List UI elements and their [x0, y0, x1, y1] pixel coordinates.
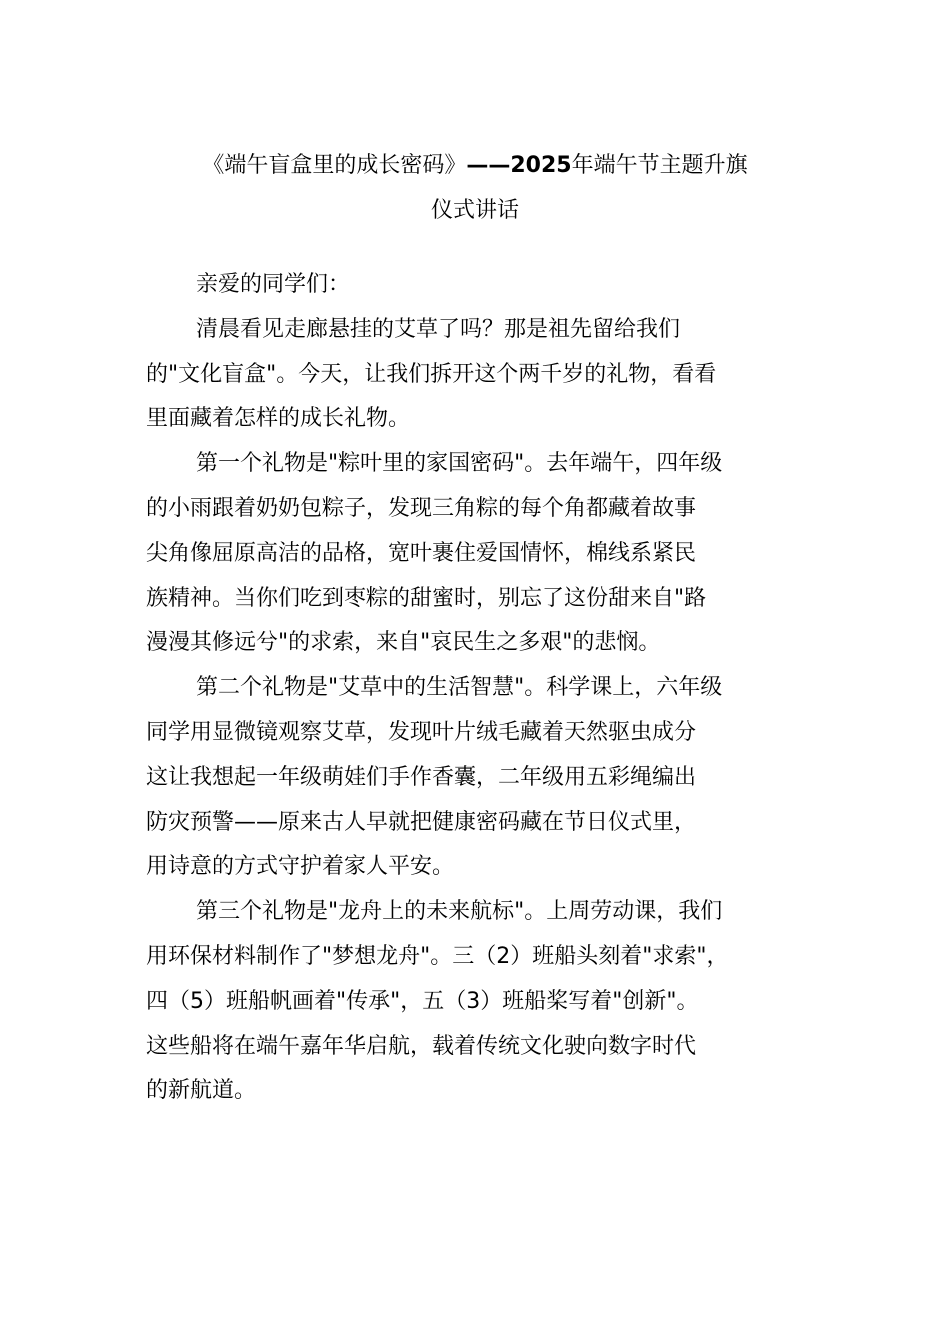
paragraph-1-line-1: 清晨看见走廊悬挂的艾草了吗？那是祖先留给我们: [196, 316, 681, 342]
paragraph-1-line-3: 里面藏着怎样的成长礼物。: [146, 406, 411, 432]
paragraph-3-line-4: 防灾预警——原来古人早就把健康密码藏在节日仪式里，: [146, 809, 697, 835]
paragraph-1-line-2: 的"文化盲盒"。今天，让我们拆开这个两千岁的礼物，看看: [146, 361, 717, 387]
paragraph-2-line-3: 尖角像屈原高洁的品格，宽叶裹住爱国情怀，棉线系紧民: [146, 540, 697, 566]
paragraph-3-line-1: 第二个礼物是"艾草中的生活智慧"。科学课上，六年级: [196, 675, 723, 701]
paragraph-4-line-4: 这些船将在端午嘉年华启航，载着传统文化驶向数字时代: [146, 1033, 697, 1059]
paragraph-4-line-5: 的新航道。: [146, 1078, 257, 1104]
paragraph-3-line-3: 这让我想起一年级萌娃们手作香囊，二年级用五彩绳编出: [146, 764, 697, 790]
document-body: [146, 263, 816, 1114]
paragraph-4-line-2: 用环保材料制作了"梦想龙舟"。三（2）班船头刻着"求索"，: [146, 943, 729, 969]
paragraph-2-line-5: 漫漫其修远兮"的求索，来自"哀民生之多艰"的悲悯。: [146, 630, 661, 656]
paragraph-3-line-5: 用诗意的方式守护着家人平安。: [146, 854, 455, 880]
document-title-line-1: [130, 151, 820, 181]
paragraph-4-line-1: 第三个礼物是"龙舟上的未来航标"。上周劳动课，我们: [196, 899, 723, 925]
title-text-pre: 《端午盲盒里的成长密码》: [202, 153, 467, 178]
title-text-post: 年端午节主题升旗: [571, 153, 748, 178]
paragraph-2-line-4: 族精神。当你们吃到枣粽的甜蜜时，别忘了这份甜来自"路: [146, 585, 707, 611]
paragraph-4-line-3: 四（5）班船帆画着"传承"，五（3）班船桨写着"创新"。: [146, 988, 699, 1014]
document-title-line-2: 仪式讲话: [430, 198, 519, 223]
paragraph-2-line-1: 第一个礼物是"粽叶里的家国密码"。去年端午，四年级: [196, 451, 723, 477]
title-text-year: ——2025: [466, 153, 572, 178]
salutation: 亲爱的同学们：: [196, 272, 351, 297]
paragraph-2-line-2: 的小雨跟着奶奶包粽子，发现三角粽的每个角都藏着故事: [146, 495, 697, 521]
paragraph-3-line-2: 同学用显微镜观察艾草，发现叶片绒毛藏着天然驱虫成分: [146, 719, 697, 745]
